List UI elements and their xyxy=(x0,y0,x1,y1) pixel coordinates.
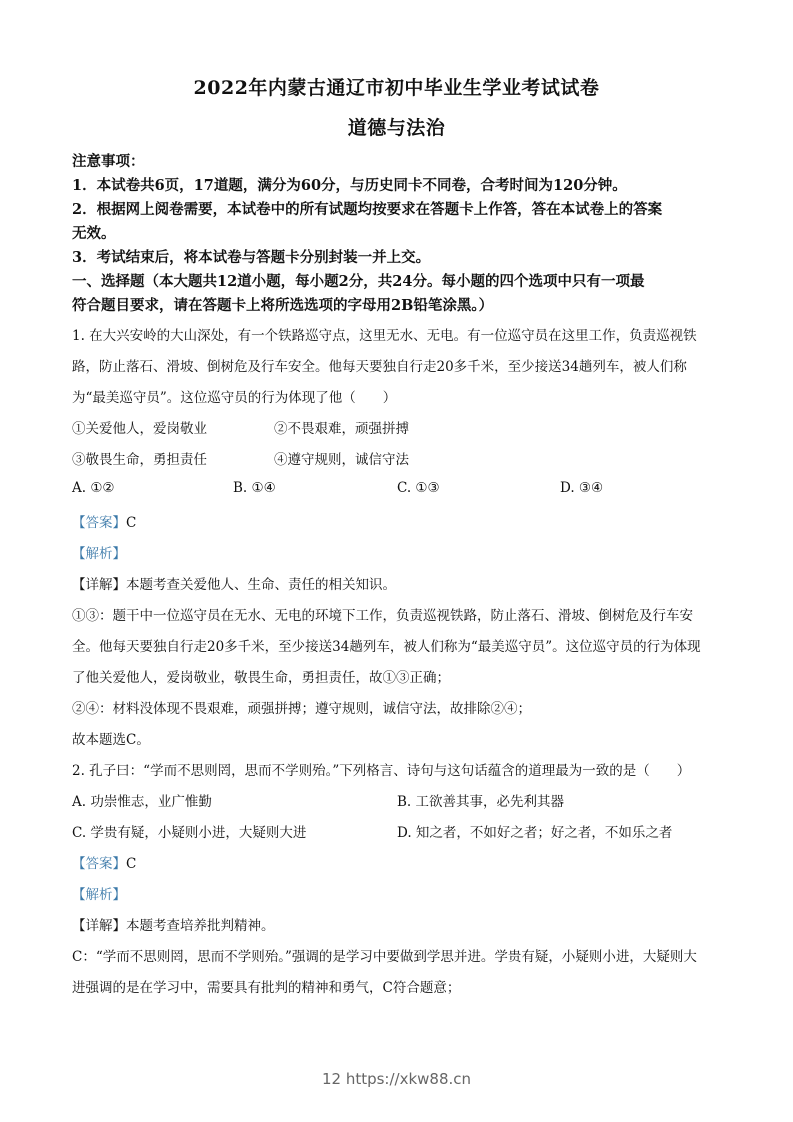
q1-stem-line-2: 路，防止落石、滑坡、倒树危及行车安全。他每天要独自行走20多千米，至少接送34趟列车，被人们称 xyxy=(72,359,687,375)
q1-option-d: D. ③④ xyxy=(560,480,604,496)
q2-stem: 2. 孔子曰：“学而不思则罔，思而不学则殆。”下列格言、诗句与这句话蕴含的道理最为一致的是（ ） xyxy=(72,763,691,779)
q1-statement-3: ③敬畏生命，勇担责任 xyxy=(72,452,207,468)
page-footer: 12 https://xkw88.cn xyxy=(321,1070,472,1088)
q1-detail-1: 【详解】本题考查关爱他人、生命、责任的相关知识。 xyxy=(72,577,396,593)
q2-option-a: A. 功崇惟志，业广惟勤 xyxy=(72,794,212,810)
q1-option-c: C. ①③ xyxy=(397,480,440,496)
answer-value: C xyxy=(126,856,137,872)
q1-detail-3: 全。他每天要独自行走20多千米，至少接送34趟列车，被人们称为“最美巡守员”。这位巡守员的行为体现 xyxy=(72,639,701,655)
q1-statement-4: ④遵守规则，诚信守法 xyxy=(274,452,409,468)
q2-detail-2: C：“学而不思则罔，思而不学则殆。”强调的是学习中要做到学思并进。学贵有疑，小疑则小进，大疑则大 xyxy=(72,949,697,965)
exam-subject: 道德与法治 xyxy=(347,117,446,139)
q2-option-c: C. 学贵有疑，小疑则小进，大疑则大进 xyxy=(72,825,307,841)
exam-title: 2022年内蒙古通辽市初中毕业生学业考试试卷 xyxy=(193,77,600,99)
answer-value: C xyxy=(126,515,137,531)
notice-item-2: 2．根据网上阅卷需要，本试卷中的所有试题均按要求在答题卡上作答，答在本试卷上的答案 xyxy=(72,201,663,218)
notice-item-1: 1．本试卷共6页，17道题，满分为60分，与历史同卡不同卷，合考时间为120分钟。 xyxy=(72,177,627,194)
answer-label: 【答案】 xyxy=(72,856,126,872)
q1-analysis-label: 【解析】 xyxy=(72,546,126,562)
q1-detail-2: ①③：题干中一位巡守员在无水、无电的环境下工作，负责巡视铁路，防止落石、滑坡、倒树危及行车安 xyxy=(72,608,693,624)
notice-item-3: 3．考试结束后，将本试卷与答题卡分别封装一并上交。 xyxy=(72,249,431,266)
q2-answer xyxy=(72,852,136,872)
section-heading: 一、选择题（本大题共12道小题，每小题2分，共24分。每小题的四个选项中只有一项最 xyxy=(72,273,645,290)
q1-option-a: A. ①② xyxy=(72,480,115,496)
q1-option-b: B. ①④ xyxy=(233,480,276,496)
q1-stem-line-3: 为“最美巡守员”。这位巡守员的行为体现了他（ ） xyxy=(72,390,397,406)
q2-detail-1: 【详解】本题考查培养批判精神。 xyxy=(72,918,275,934)
notice-item-2-cont: 无效。 xyxy=(72,225,116,242)
q1-statement-1: ①关爱他人，爱岗敬业 xyxy=(72,421,207,437)
q2-option-d: D. 知之者，不如好之者；好之者，不如乐之者 xyxy=(397,825,673,841)
notice-heading: 注意事项： xyxy=(72,153,145,170)
q2-analysis-label: 【解析】 xyxy=(72,887,126,903)
section-heading-cont: 符合题目要求，请在答题卡上将所选选项的字母用2B铅笔涂黑。） xyxy=(72,297,494,314)
q1-detail-5: ②④：材料没体现不畏艰难，顽强拼搏；遵守规则，诚信守法，故排除②④； xyxy=(72,701,531,717)
q1-detail-4: 了他关爱他人，爱岗敬业，敬畏生命，勇担责任，故①③正确； xyxy=(72,670,450,686)
q1-answer xyxy=(72,511,136,531)
q1-stem-line-1: 1. 在大兴安岭的大山深处，有一个铁路巡守点，这里无水、无电。有一位巡守员在这里工作，负责巡视铁 xyxy=(72,328,697,344)
answer-label: 【答案】 xyxy=(72,515,126,531)
q2-detail-3: 进强调的是在学习中，需要具有批判的精神和勇气，C符合题意； xyxy=(72,980,461,996)
q1-statement-2: ②不畏艰难，顽强拼搏 xyxy=(274,421,409,437)
q2-option-b: B. 工欲善其事，必先利其器 xyxy=(397,794,565,810)
q1-detail-6: 故本题选C。 xyxy=(72,732,150,748)
